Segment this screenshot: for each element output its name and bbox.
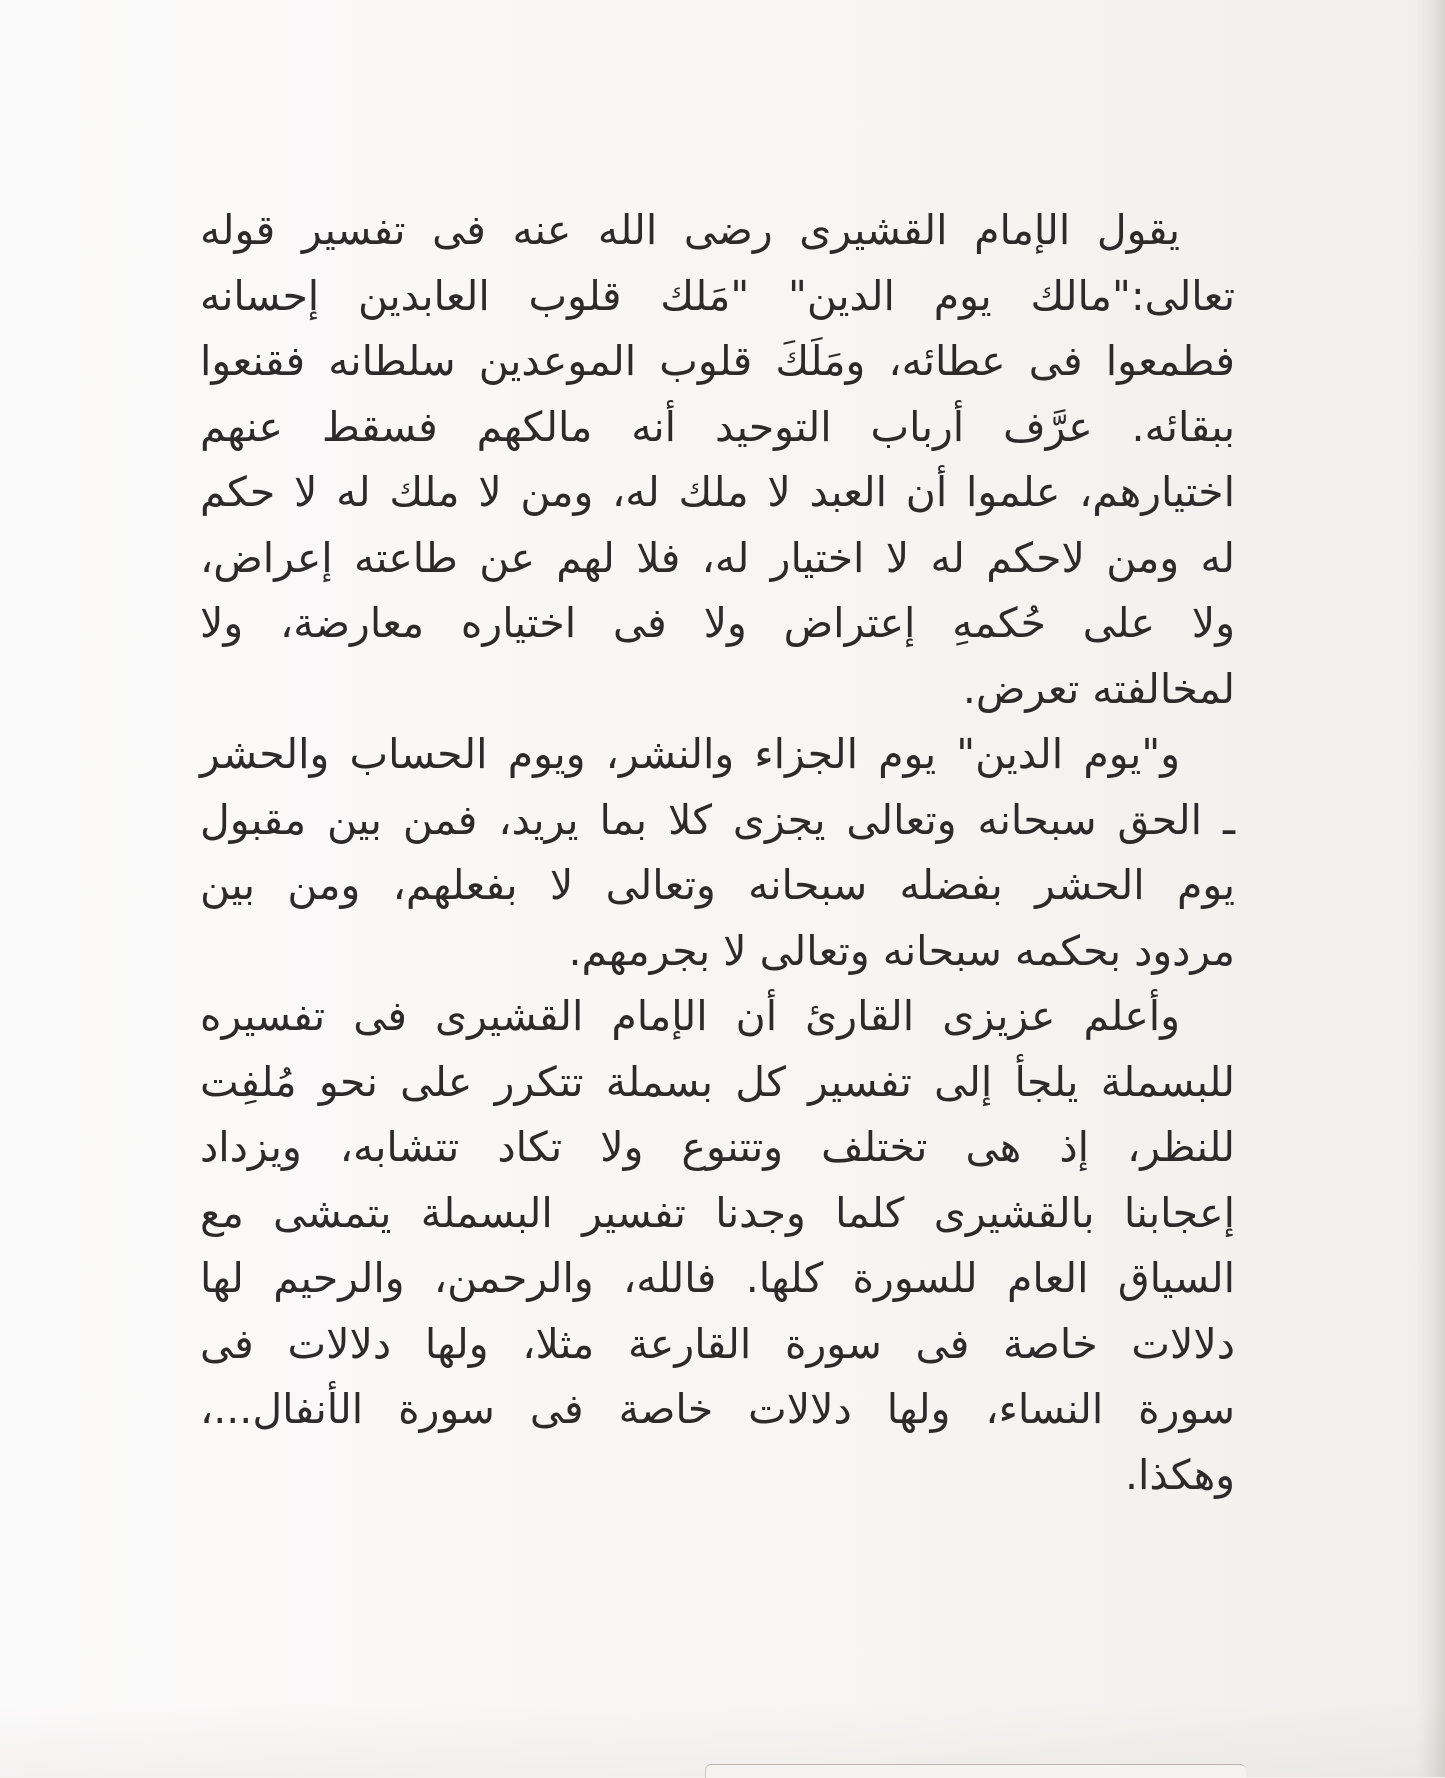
- text-line: ببقائه. عرَّف أرباب التوحيد أنه مالكهم فسقط عنهم: [200, 402, 1235, 451]
- text-line: للنظر، إذ هى تختلف وتتنوع ولا تكاد تتشابه، ويزداد: [200, 1123, 1235, 1171]
- text-line: ولا على حُكمهِ إعتراض ولا فى اختياره معارضة، ولا: [200, 599, 1235, 647]
- text-line: ـ الحق سبحانه وتعالى يجزى كلا بما يريد، فمن بين مقبول: [200, 795, 1235, 844]
- text-line: فطمعوا فى عطائه، ومَلَكَ قلوب الموعدين سلطانه فقنعوا: [200, 337, 1235, 385]
- text-line: إعجابنا بالقشيرى كلما وجدنا تفسير البسملة يتمشى مع: [200, 1188, 1235, 1237]
- text-line: تعالى:"مالك يوم الدين" "مَلك قلوب العابدين إحسانه: [200, 271, 1235, 320]
- text-line: اختيارهم، علموا أن العبد لا ملك له، ومن لا ملك له لا حكم: [200, 468, 1235, 516]
- text-line: يقول الإمام القشيرى رضى الله عنه فى تفسير قوله: [200, 206, 1180, 254]
- text-line: له ومن لاحكم له لا اختيار له، فلا لهم عن طاعته إعراض،: [200, 533, 1235, 582]
- text-line: وهكذا.: [1124, 1450, 1235, 1499]
- text-line: وأعلم عزيزى القارئ أن الإمام القشيرى فى تفسيره: [200, 992, 1180, 1040]
- paragraph-3: [200, 984, 1235, 1508]
- arabic-text-body: [200, 198, 1235, 1508]
- paragraph-2: [200, 722, 1235, 984]
- page-bottom-tab: [705, 1764, 1246, 1778]
- paragraph-1: [200, 198, 1235, 722]
- text-line: يوم الحشر بفضله سبحانه وتعالى لا بفعلهم، ومن بين: [200, 861, 1235, 909]
- text-line: لمخالفته تعرض.: [962, 664, 1235, 713]
- text-line: مردود بحكمه سبحانه وتعالى لا بجرمهم.: [568, 926, 1235, 975]
- text-line: السياق العام للسورة كلها. فالله، والرحمن، والرحيم لها: [200, 1254, 1235, 1302]
- text-line: و"يوم الدين" يوم الجزاء والنشر، ويوم الحساب والحشر: [200, 730, 1180, 778]
- page-edge-shadow: [1417, 0, 1445, 1777]
- text-line: للبسملة يلجأ إلى تفسير كل بسملة تتكرر على نحو مُلفِت: [200, 1057, 1235, 1106]
- text-line: سورة النساء، ولها دلالات خاصة فى سورة الأنفال...،: [200, 1385, 1235, 1433]
- text-line: دلالات خاصة فى سورة القارعة مثلا، ولها دلالات فى: [200, 1319, 1235, 1368]
